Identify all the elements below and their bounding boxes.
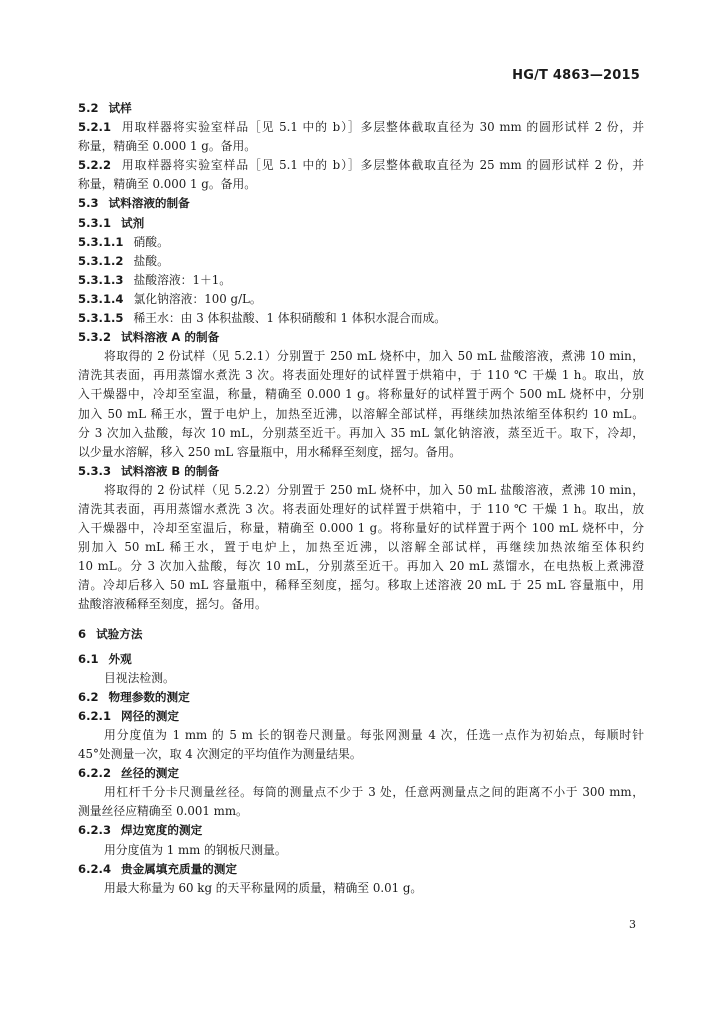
heading-5-3-3: 5.3.3 试料溶液 B 的制备 <box>78 463 220 478</box>
heading-6-2-4: 6.2.4 贵金属填充质量的测定 <box>78 861 237 876</box>
clause-5-2-1-cont: 称量，精确至 0.000 1 g。备用。 <box>78 139 257 154</box>
paragraph-line: 清洗其表面，再用蒸馏水煮洗 3 次。将表面处理好的试样置于烘箱中，于 110 ℃ 干燥 1 h。取出，放 <box>78 368 644 383</box>
paragraph-line: 入干燥器中，冷却至室温，称量，精确至 0.000 1 g。将称量好的试样置于两个 500 mL 烧杯中，分别 <box>78 387 644 402</box>
page-content <box>78 99 644 898</box>
heading-5-3: 5.3 试料溶液的制备 <box>78 196 190 211</box>
heading-6: 6 试验方法 <box>78 626 143 641</box>
paragraph-line: 加入 50 mL 稀王水，置于电炉上，加热至近沸，以溶解全部试样，再继续加热浓缩至体积约 10 mL。 <box>78 406 644 421</box>
paragraph-line: 清洗其表面，再用蒸馏水煮洗 3 次。将表面处理好的试样置于烘箱中，于 110 ℃ 干燥 1 h。取出，放 <box>78 501 644 516</box>
paragraph-line: 45°处测量一次，取 4 次测定的平均值作为测量结果。 <box>78 747 362 762</box>
paragraph-line: 盐酸溶液稀释至刻度，摇匀。备用。 <box>78 597 267 612</box>
paragraph-line: 将取得的 2 份试样（见 5.2.2）分别置于 250 mL 烧杯中，加入 50 mL 盐酸溶液，煮沸 10 min， <box>104 482 644 497</box>
paragraph-line: 用杠杆千分卡尺测量丝径。每筒的测量点不少于 3 处，任意两测量点之间的距离不小于 300 mm， <box>104 785 644 800</box>
clause-5-3-1-1: 5.3.1.1 硝酸。 <box>78 234 169 249</box>
clause-5-2-2: 5.2.2 用取样器将实验室样品［见 5.1 中的 b）］多层整体截取直径为 25 mm 的圆形试样 2 份，并 <box>78 158 644 173</box>
standard-code: HG/T 4863—2015 <box>512 68 640 83</box>
clause-5-3-1-4: 5.3.1.4 氯化钠溶液：100 g/L。 <box>78 291 262 306</box>
paragraph-line: 10 mL。分 3 次加入盐酸，每次 10 mL，分别蒸至近干。再加入 20 mL 蒸馏水，在电热板上煮沸澄 <box>78 559 644 574</box>
paragraph-line: 目视法检测。 <box>104 670 175 685</box>
paragraph-line: 用最大称量为 60 kg 的天平称量网的质量，精确至 0.01 g。 <box>104 880 423 895</box>
paragraph-line: 用分度值为 1 mm 的 5 m 长的钢卷尺测量。每张网测量 4 次，任选一点作为初始点，每顺时针 <box>104 728 644 742</box>
heading-6-2-2: 6.2.2 丝径的测定 <box>78 766 179 781</box>
paragraph-line: 测量丝径应精确至 0.001 mm。 <box>78 804 248 819</box>
paragraph-line: 清。冷却后移入 50 mL 容量瓶中，稀释至刻度，摇匀。移取上述溶液 20 mL 于 25 mL 容量瓶中，用 <box>78 578 644 593</box>
heading-6-2: 6.2 物理参数的测定 <box>78 689 190 704</box>
heading-5-3-2: 5.3.2 试料溶液 A 的制备 <box>78 330 220 345</box>
heading-5-3-1: 5.3.1 试剂 <box>78 215 145 230</box>
paragraph-line: 分 3 次加入盐酸，每次 10 mL，分别蒸至近干。再加入 35 mL 氯化钠溶液，蒸至近干。取下，冷却， <box>78 425 644 440</box>
paragraph-line: 别加入 50 mL 稀王水，置于电炉上，加热至近沸，以溶解全部试样，再继续加热浓缩至体积约 <box>78 540 644 555</box>
clause-5-2-2-cont: 称量，精确至 0.000 1 g。备用。 <box>78 177 257 192</box>
clause-5-2-1: 5.2.1 用取样器将实验室样品［见 5.1 中的 b）］多层整体截取直径为 30 mm 的圆形试样 2 份，并 <box>78 120 644 135</box>
clause-5-3-1-2: 5.3.1.2 盐酸。 <box>78 253 169 268</box>
clause-5-3-1-3: 5.3.1.3 盐酸溶液：1＋1。 <box>78 272 232 287</box>
heading-5-2: 5.2 试样 <box>78 101 132 115</box>
clause-5-3-1-5: 5.3.1.5 稀王水：由 3 体积盐酸、1 体积硝酸和 1 体积水混合而成。 <box>78 311 447 326</box>
heading-6-2-3: 6.2.3 焊边宽度的测定 <box>78 823 203 838</box>
page-number: 3 <box>629 918 636 931</box>
paragraph-line: 将取得的 2 份试样（见 5.2.1）分别置于 250 mL 烧杯中，加入 50 mL 盐酸溶液，煮沸 10 min， <box>104 349 644 364</box>
paragraph-line: 以少量水溶解，移入 250 mL 容量瓶中，用水稀释至刻度，摇匀。备用。 <box>78 444 462 459</box>
paragraph-line: 用分度值为 1 mm 的钢板尺测量。 <box>104 842 287 857</box>
heading-6-1: 6.1 外观 <box>78 651 132 666</box>
heading-6-2-1: 6.2.1 网径的测定 <box>78 708 179 723</box>
paragraph-line: 入干燥器中，冷却至室温后，称量，精确至 0.000 1 g。将称量好的试样置于两个 100 mL 烧杯中，分 <box>78 521 644 536</box>
